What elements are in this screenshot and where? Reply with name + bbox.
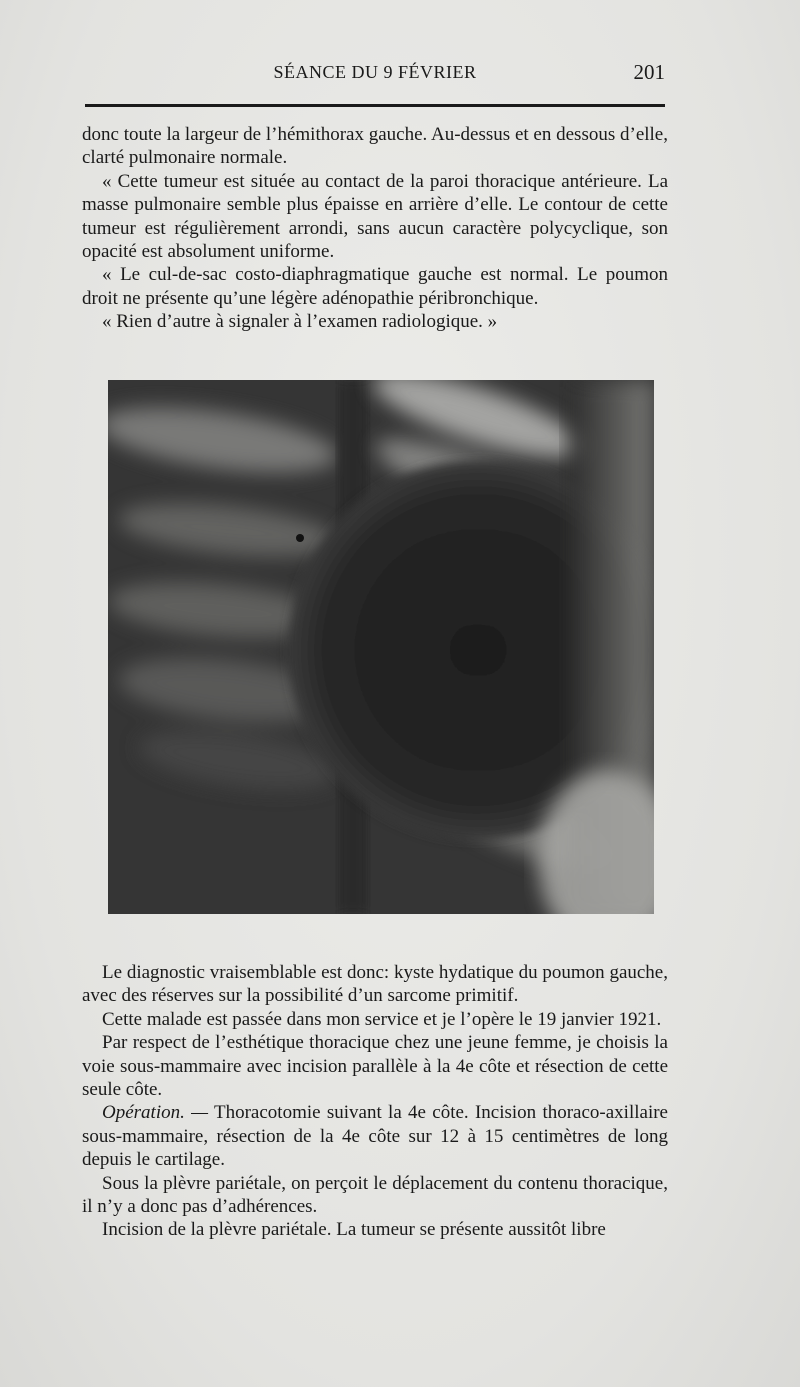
paragraph: donc toute la largeur de l’hémithorax gauche. Au-dessus et en dessous d’elle, clarté pulmonaire normale. [82, 124, 668, 169]
page-number: 201 [633, 60, 665, 84]
text-block-top [82, 123, 668, 334]
text-block-bottom [82, 961, 668, 1242]
paragraph: « Rien d’autre à signaler à l’examen radiologique. » [102, 311, 498, 333]
paragraph: Cette malade est passée dans mon service et je l’opère le 19 janvier 1921. [102, 1008, 662, 1030]
radiograph-image [108, 380, 654, 914]
paragraph: « Cette tumeur est située au contact de la paroi thoracique antérieure. La masse pulmonaire semble plus épaisse en arrière d’elle. Le contour de cette tumeur est régulièrement arrondi, sans aucun caractère polycyclique, son opacité est absolument uniforme. [82, 170, 668, 263]
paragraph: Sous la plèvre pariétale, on perçoit le déplacement du contenu thoracique, il n’y a donc pas d’adhérences. [82, 1172, 668, 1218]
chest-radiograph-figure [108, 380, 654, 914]
header-rule [85, 104, 665, 107]
running-header [85, 58, 665, 88]
operation-label: Opération. — [102, 1102, 209, 1124]
header-title: SÉANCE DU 9 FÉVRIER [273, 62, 477, 82]
operation-text: Thoracotomie suivant la 4e côte. Incision thoraco-axillaire sous-mammaire, résection de la 4e côte sur 12 à 15 centimètres de long depuis le cartilage. [82, 1102, 668, 1171]
paragraph-operation [82, 1101, 668, 1171]
paragraph: Incision de la plèvre pariétale. La tumeur se présente aussitôt libre [102, 1219, 606, 1241]
paragraph: Le diagnostic vraisemblable est donc: kyste hydatique du poumon gauche, avec des réserves sur la possibilité d’un sarcome primitif. [82, 962, 668, 1007]
paragraph: « Le cul-de-sac costo-diaphragmatique gauche est normal. Le poumon droit ne présente qu’une légère adénopathie péribronchique. [82, 264, 668, 309]
paragraph: Par respect de l’esthétique thoracique chez une jeune femme, je choisis la voie sous-mammaire avec incision parallèle à la 4e côte et résection de cette seule côte. [82, 1032, 668, 1101]
